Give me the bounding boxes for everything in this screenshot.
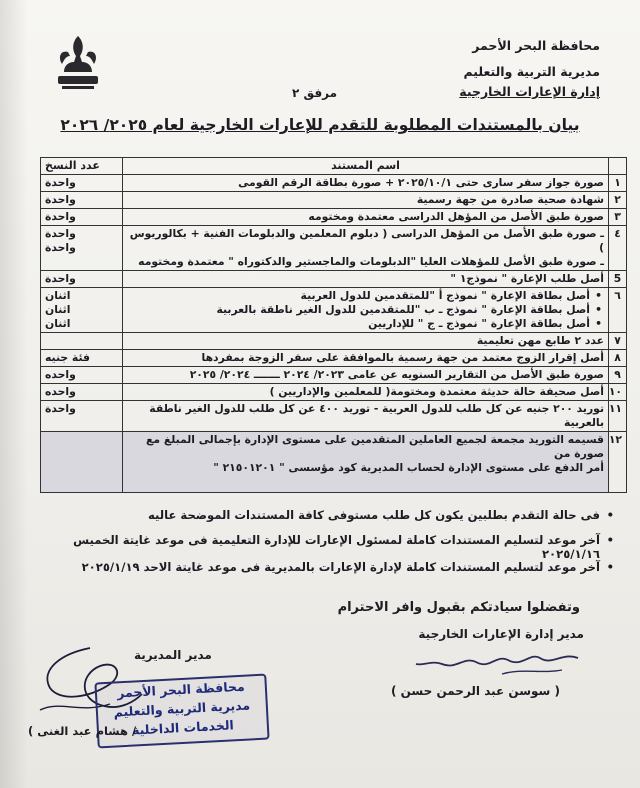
row-document-line: ـ صورة طبق الأصل من المؤهل الدراسى ( دبلوم المعلمين والدبلومات الفنية + بكالوريوس ) <box>129 227 604 254</box>
name-header: اسم المستند <box>123 158 609 175</box>
row-document <box>123 226 609 271</box>
stamp-line: محافظة البحر الأحمر <box>116 678 246 701</box>
note-item <box>40 560 614 574</box>
row-number: 5 <box>609 271 627 288</box>
table-row <box>41 432 627 493</box>
bullet-icon: • <box>606 508 614 522</box>
note-text: آخر موعد لتسليم المستندات كاملة لإدارة الإعارات بالمديرية فى موعد غايتة الاحد ٢٠٢٥/١/١٩ <box>81 560 600 574</box>
table-row <box>41 401 627 432</box>
directorate-manager-name-prefix: / هشام <box>95 724 137 738</box>
table-row <box>41 350 627 367</box>
table-row <box>41 209 627 226</box>
table-row <box>41 226 627 271</box>
row-number: ٤ <box>609 226 627 271</box>
attachment-label: مرفق ٢ <box>292 86 338 100</box>
row-document: أصل صحيفة حالة حديثة معتمدة ومختومة( للمعلمين والإداريين ) <box>123 384 609 401</box>
table-row <box>41 367 627 384</box>
ministry-logo-icon <box>50 32 106 94</box>
row-copies: واحدة <box>41 401 123 432</box>
note-item <box>40 508 614 522</box>
row-document: أصل إقرار الزوج معتمد من جهة رسمية بالموافقة على سفر الزوجة بمفردها <box>123 350 609 367</box>
note-item <box>40 533 614 561</box>
signature-right <box>412 644 582 684</box>
row-number: ٢ <box>609 192 627 209</box>
table-row <box>41 384 627 401</box>
governorate-label: محافظة البحر الأحمر <box>472 38 600 53</box>
row-number: ١٢ <box>609 432 627 493</box>
bullet-icon: • <box>606 560 614 574</box>
directorate-label: مديرية التربية والتعليم <box>463 64 600 79</box>
directorate-manager-title: مدير المديرية <box>134 648 212 662</box>
row-copies: واحدة <box>41 209 123 226</box>
row-number: ٧ <box>609 333 627 350</box>
row-number: ٩ <box>609 367 627 384</box>
row-document-line: أمر الدفع على مستوى الإدارة لحساب المديرية كود مؤسسى " ٢١٥٠١٢٠١ " <box>213 461 604 474</box>
row-copies: واحدة <box>41 271 123 288</box>
stamp-line: مديرية التربية والتعليم <box>113 697 251 720</box>
row-copies: واحده <box>41 384 123 401</box>
row-document: شهادة صحية صادرة من جهة رسمية <box>123 192 609 209</box>
row-copies: واحدة <box>41 175 123 192</box>
row-copies-line: اثنان <box>45 303 71 316</box>
row-copies <box>41 226 123 271</box>
row-number: ٦ <box>609 288 627 333</box>
row-document <box>123 432 609 493</box>
bullet-icon: • <box>606 533 614 547</box>
table-row <box>41 271 627 288</box>
directorate-manager-name <box>28 724 136 738</box>
copies-header: عدد النسخ <box>41 158 123 175</box>
row-number: ١٠ <box>609 384 627 401</box>
document-title: بيان بالمستندات المطلوبة للتقدم للإعارات الخارجية لعام ٢٠٢٥/ ٢٠٢٦ <box>60 116 580 134</box>
row-document: صورة طبق الأصل من التقارير السنويه عن عامى ٢٠٢٣/ ٢٠٢٤ ـــــــ ٢٠٢٤/ ٢٠٢٥ <box>123 367 609 384</box>
num-header <box>609 158 627 175</box>
row-copies-line: اثنان <box>45 289 71 302</box>
row-copies-line: واحدة <box>45 241 76 254</box>
table-row <box>41 333 627 350</box>
row-document: توريد ٢٠٠ جنيه عن كل طلب للدول العربية - توريد ٤٠٠ عن كل طلب للدول الغير ناطقة بالعربية <box>123 401 609 432</box>
department-manager-title: مدير إدارة الإعارات الخارجية <box>418 627 584 641</box>
row-copies <box>41 288 123 333</box>
table-header-row <box>41 158 627 175</box>
closing-line: وتفضلوا سيادتكم بقبول وافر الاحترام <box>337 600 580 615</box>
row-document: صورة طبق الأصل من المؤهل الدراسى معتمدة ومختومه <box>123 209 609 226</box>
row-number: ١١ <box>609 401 627 432</box>
row-number: ١ <box>609 175 627 192</box>
note-text: آخر موعد لتسليم المستندات كاملة لمسئول الإعارات للإدارة التعليمية فى موعد غايتة الخميس ٢٠٢٥/١/١٦ <box>73 533 600 561</box>
row-copies: واحده <box>41 367 123 384</box>
row-number: ٣ <box>609 209 627 226</box>
row-copies: فئة جنيه <box>41 350 123 367</box>
documents-table <box>40 157 627 493</box>
row-document-bullet: • أصل بطاقة الإعارة " نموذج ـ ب "للمتقدمين للدول الغير ناطقة بالعربية <box>127 303 604 317</box>
row-document: صورة جواز سفر سارى حتى ٢٠٢٥/١٠/١ + صورة بطاقة الرقم القومى <box>123 175 609 192</box>
department-manager-name: ( سوسن عبد الرحمن حسن ) <box>390 684 560 698</box>
table-row <box>41 175 627 192</box>
row-document-line: قسيمه التوريد مجمعة لجميع العاملين المتقدمين على مستوى الإدارة بإجمالى المبلغ مع صورة من <box>146 433 604 460</box>
row-copies: واحدة <box>41 192 123 209</box>
table-row <box>41 192 627 209</box>
note-text: فى حالة التقدم بطلبين يكون كل طلب مستوفى كافة المستندات الموضحة عاليه <box>147 508 600 522</box>
row-document-line: ـ صورة طبق الأصل للمؤهلات العليا "الدبلومات والماجستير والدكتوراه " معتمدة ومختومه <box>138 255 604 268</box>
row-number: ٨ <box>609 350 627 367</box>
directorate-manager-name-suffix: عبد الغنى ) <box>28 724 92 738</box>
row-document: عدد ٢ طابع مهن تعليمية <box>123 333 609 350</box>
row-copies <box>41 432 123 493</box>
table-row <box>41 288 627 333</box>
row-document: أصل طلب الإعارة " نموذج١ " <box>123 271 609 288</box>
row-copies-line: اثنان <box>45 317 71 330</box>
row-document <box>123 288 609 333</box>
row-document-bullet: • أصل بطاقة الإعارة " نموذج أ "للمتقدمين للدول العربية <box>127 289 604 303</box>
row-copies-line: واحدة <box>45 227 76 240</box>
stamp-line: الخدمات الداخلية <box>131 717 235 738</box>
row-document-bullet: • أصل بطاقة الإعارة " نموذج ـ ج " للإداريين <box>127 317 604 331</box>
row-copies <box>41 333 123 350</box>
department-label: إدارة الإعارات الخارجية <box>459 84 600 99</box>
